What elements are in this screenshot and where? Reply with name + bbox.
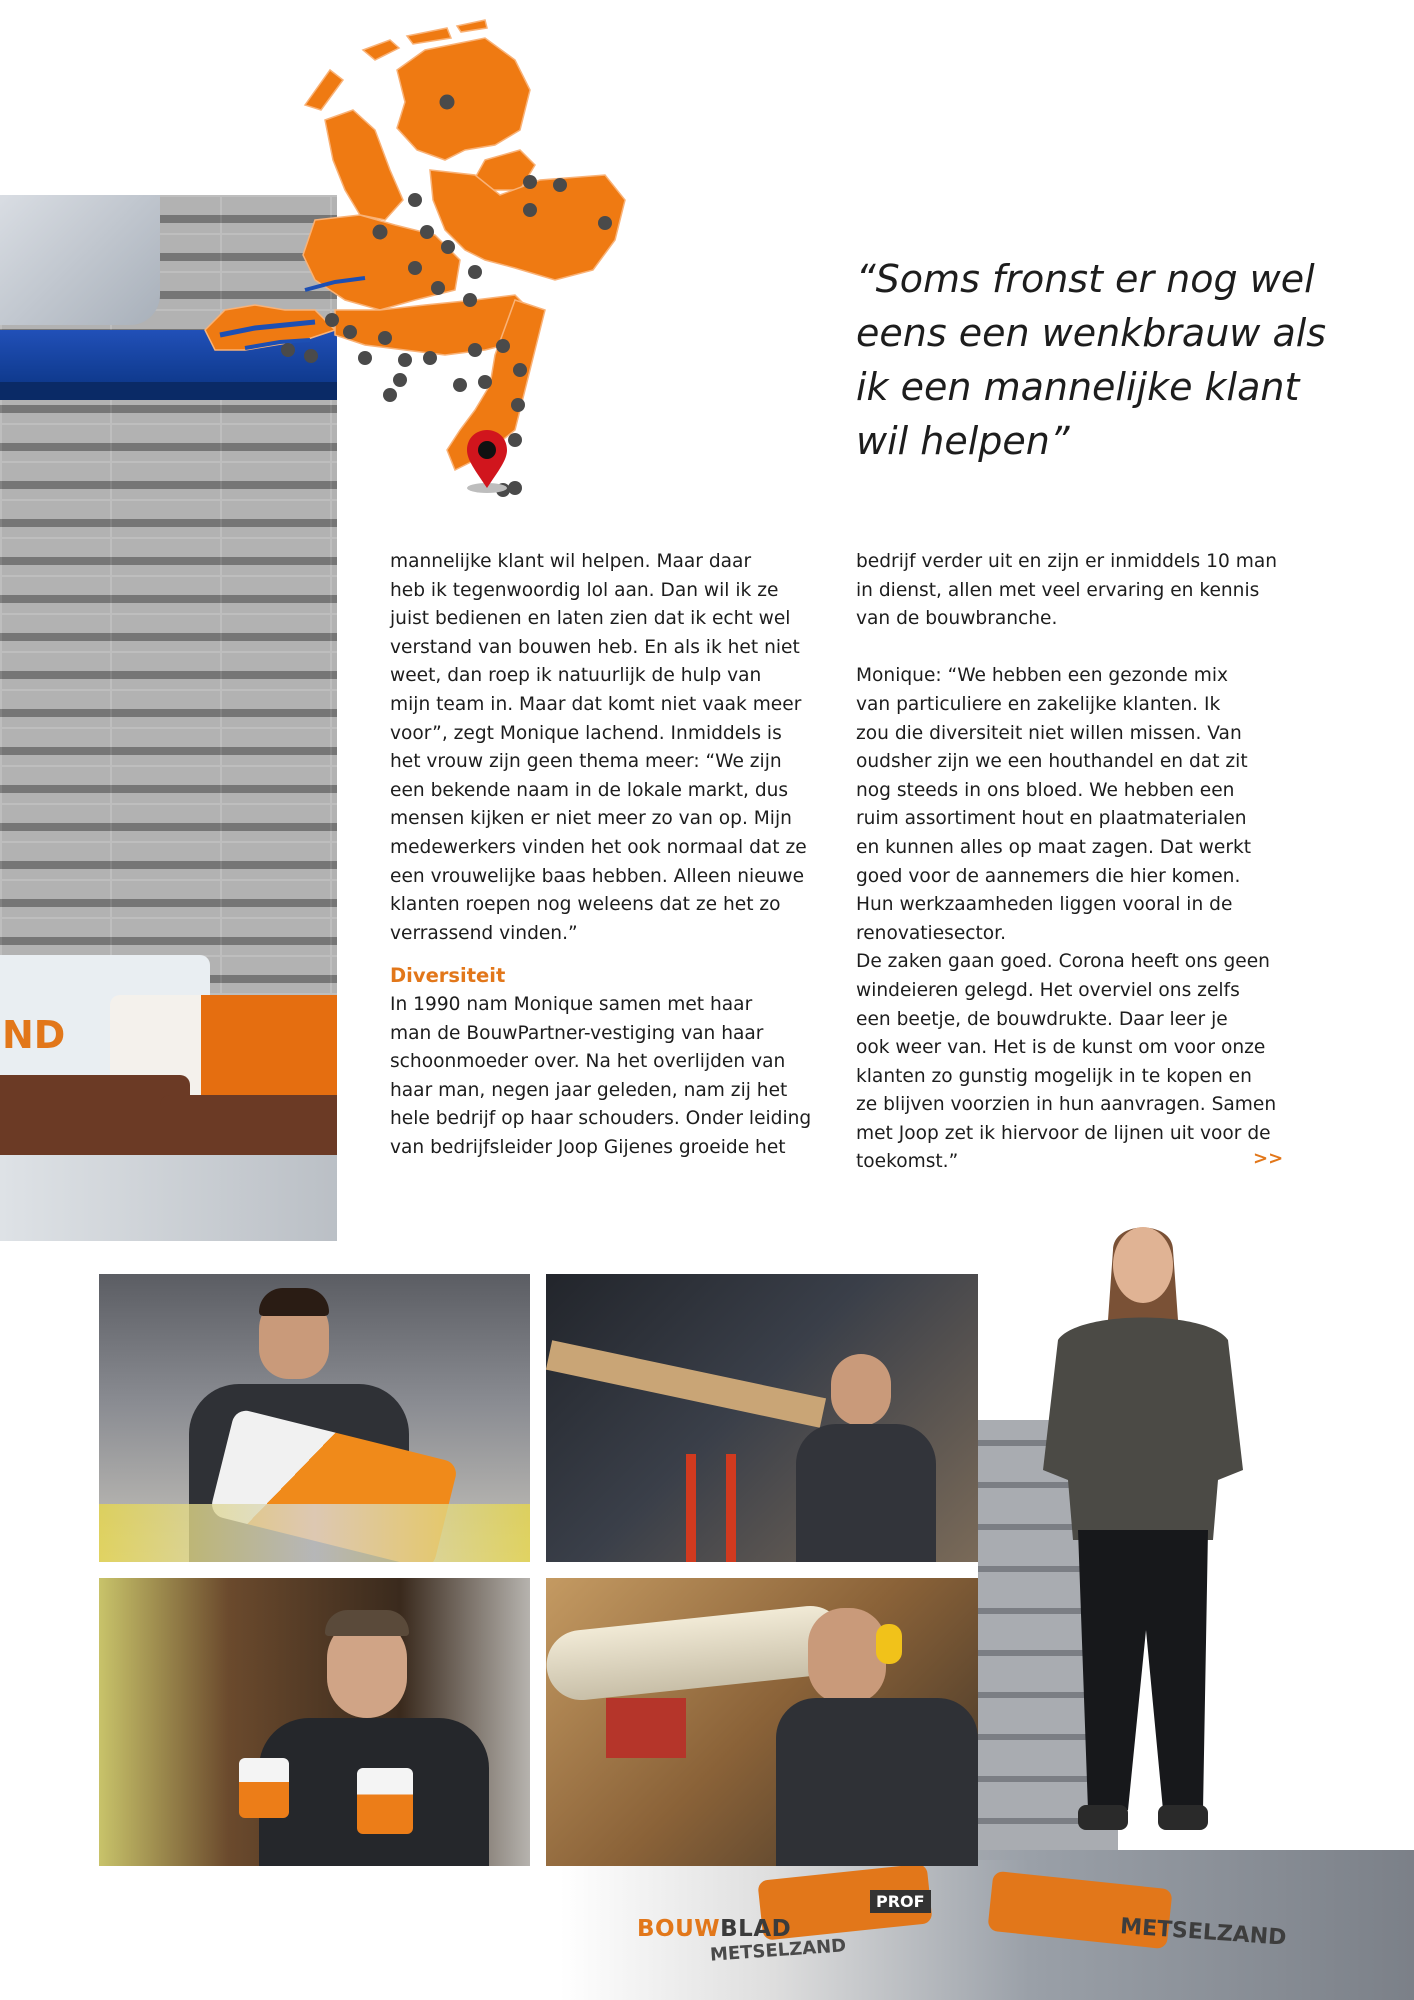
article-column-2 bbox=[856, 548, 1296, 1177]
pull-quote bbox=[856, 252, 1336, 468]
body-line: het vrouw zijn geen thema meer: “We zijn bbox=[390, 751, 782, 773]
quote-line: “Soms fronst er nog wel bbox=[856, 257, 1315, 301]
body-line: haar man, negen jaar geleden, nam zij het bbox=[390, 1079, 788, 1101]
body-line: heb ik tegenwoordig lol aan. Dan wil ik ze bbox=[390, 579, 779, 601]
body-line: oudsher zijn we een houthandel en dat zit bbox=[856, 751, 1248, 773]
body-line: bedrijf verder uit en zijn er inmiddels 10 man bbox=[856, 551, 1278, 572]
body-line: een vrouwelijke baas hebben. Alleen nieuwe bbox=[390, 865, 805, 887]
netherlands-map bbox=[185, 10, 675, 520]
bag-label: PROF bbox=[870, 1890, 931, 1913]
logo-part-blad: BLAD bbox=[720, 1916, 792, 1942]
logo-part-bouw: BOUW bbox=[637, 1916, 721, 1942]
section-heading: Diversiteit bbox=[390, 964, 506, 988]
quote-line: eens een wenkbrauw als bbox=[856, 311, 1327, 355]
body-line: mannelijke klant wil helpen. Maar daar bbox=[390, 551, 752, 572]
body-line: mijn team in. Maar dat komt niet vaak meer bbox=[390, 693, 802, 715]
body-line: van de bouwbranche. bbox=[856, 608, 1058, 630]
bag-label: METSELZAND bbox=[709, 1935, 847, 1966]
body-line: windeieren gelegd. Het overviel ons zelfs bbox=[856, 979, 1240, 1001]
body-line: verstand van bouwen heb. En als ik het niet bbox=[390, 636, 800, 658]
photo-man-with-bag bbox=[99, 1274, 530, 1562]
body-line: medewerkers vinden het ook normaal dat ze bbox=[390, 836, 807, 858]
continue-arrow-link[interactable]: >> bbox=[1253, 1148, 1284, 1169]
body-line: hele bedrijf op haar schouders. Onder leiding bbox=[390, 1108, 812, 1130]
photo-man-sawing bbox=[546, 1578, 978, 1866]
body-line: Hun werkzaamheden liggen vooral in de bbox=[856, 894, 1233, 916]
quote-line: wil helpen” bbox=[856, 419, 1070, 463]
standing-woman-photo bbox=[1018, 1210, 1268, 1850]
body-line: nog steeds in ons bloed. We hebben een bbox=[856, 779, 1235, 801]
body-line: mensen kijken er niet meer zo van op. Mijn bbox=[390, 808, 792, 830]
bag-label: METSELZAND bbox=[1119, 1914, 1288, 1951]
body-line: klanten zo gunstig mogelijk in te kopen en bbox=[856, 1065, 1252, 1087]
body-line: voor”, zegt Monique lachend. Inmiddels is bbox=[390, 722, 782, 744]
map-shape bbox=[205, 20, 625, 470]
magazine-logo bbox=[637, 1916, 791, 1942]
article-column-1 bbox=[390, 548, 830, 1162]
body-line: een bekende naam in de lokale markt, dus bbox=[390, 779, 789, 801]
body-line: een beetje, de bouwdrukte. Daar leer je bbox=[856, 1008, 1228, 1030]
body-line: ze blijven voorzien in hun aanvragen. Samen bbox=[856, 1094, 1277, 1116]
body-line: met Joop zet ik hiervoor de lijnen uit voor de bbox=[856, 1122, 1271, 1144]
body-line: klanten roepen nog weleens dat ze het zo bbox=[390, 894, 781, 916]
body-line: De zaken gaan goed. Corona heeft ons geen bbox=[856, 951, 1270, 973]
body-line: schoonmoeder over. Na het overlijden van bbox=[390, 1051, 786, 1073]
body-line: Monique: “We hebben een gezonde mix bbox=[856, 665, 1228, 687]
body-line: ook weer van. Het is de kunst om voor onze bbox=[856, 1037, 1266, 1059]
body-line: goed voor de aannemers die hier komen. bbox=[856, 865, 1241, 887]
body-line: van particuliere en zakelijke klanten. Ik bbox=[856, 693, 1221, 715]
photo-man-with-plank bbox=[546, 1274, 978, 1562]
body-line: In 1990 nam Monique samen met haar bbox=[390, 993, 753, 1015]
body-line: en kunnen alles op maat zagen. Dat werkt bbox=[856, 836, 1252, 858]
body-line: verrassend vinden.” bbox=[390, 922, 578, 944]
body-line: renovatiesector. bbox=[856, 922, 1006, 944]
body-line: man de BouwPartner-vestiging van haar bbox=[390, 1022, 764, 1044]
body-line: van bedrijfsleider Joop Gijenes groeide het bbox=[390, 1136, 786, 1158]
bag-label: ND bbox=[2, 1013, 66, 1057]
body-line: juist bedienen en laten zien dat ik echt wel bbox=[390, 608, 791, 630]
body-line: toekomst.” bbox=[856, 1151, 959, 1173]
photo-man-with-paint bbox=[99, 1578, 530, 1866]
body-line: weet, dan roep ik natuurlijk de hulp van bbox=[390, 665, 762, 687]
body-line: zou die diversiteit niet willen missen. Van bbox=[856, 722, 1242, 744]
quote-line: ik een mannelijke klant bbox=[856, 365, 1300, 409]
body-line: in dienst, allen met veel ervaring en kennis bbox=[856, 579, 1260, 601]
body-line: ruim assortiment hout en plaatmaterialen bbox=[856, 808, 1247, 830]
